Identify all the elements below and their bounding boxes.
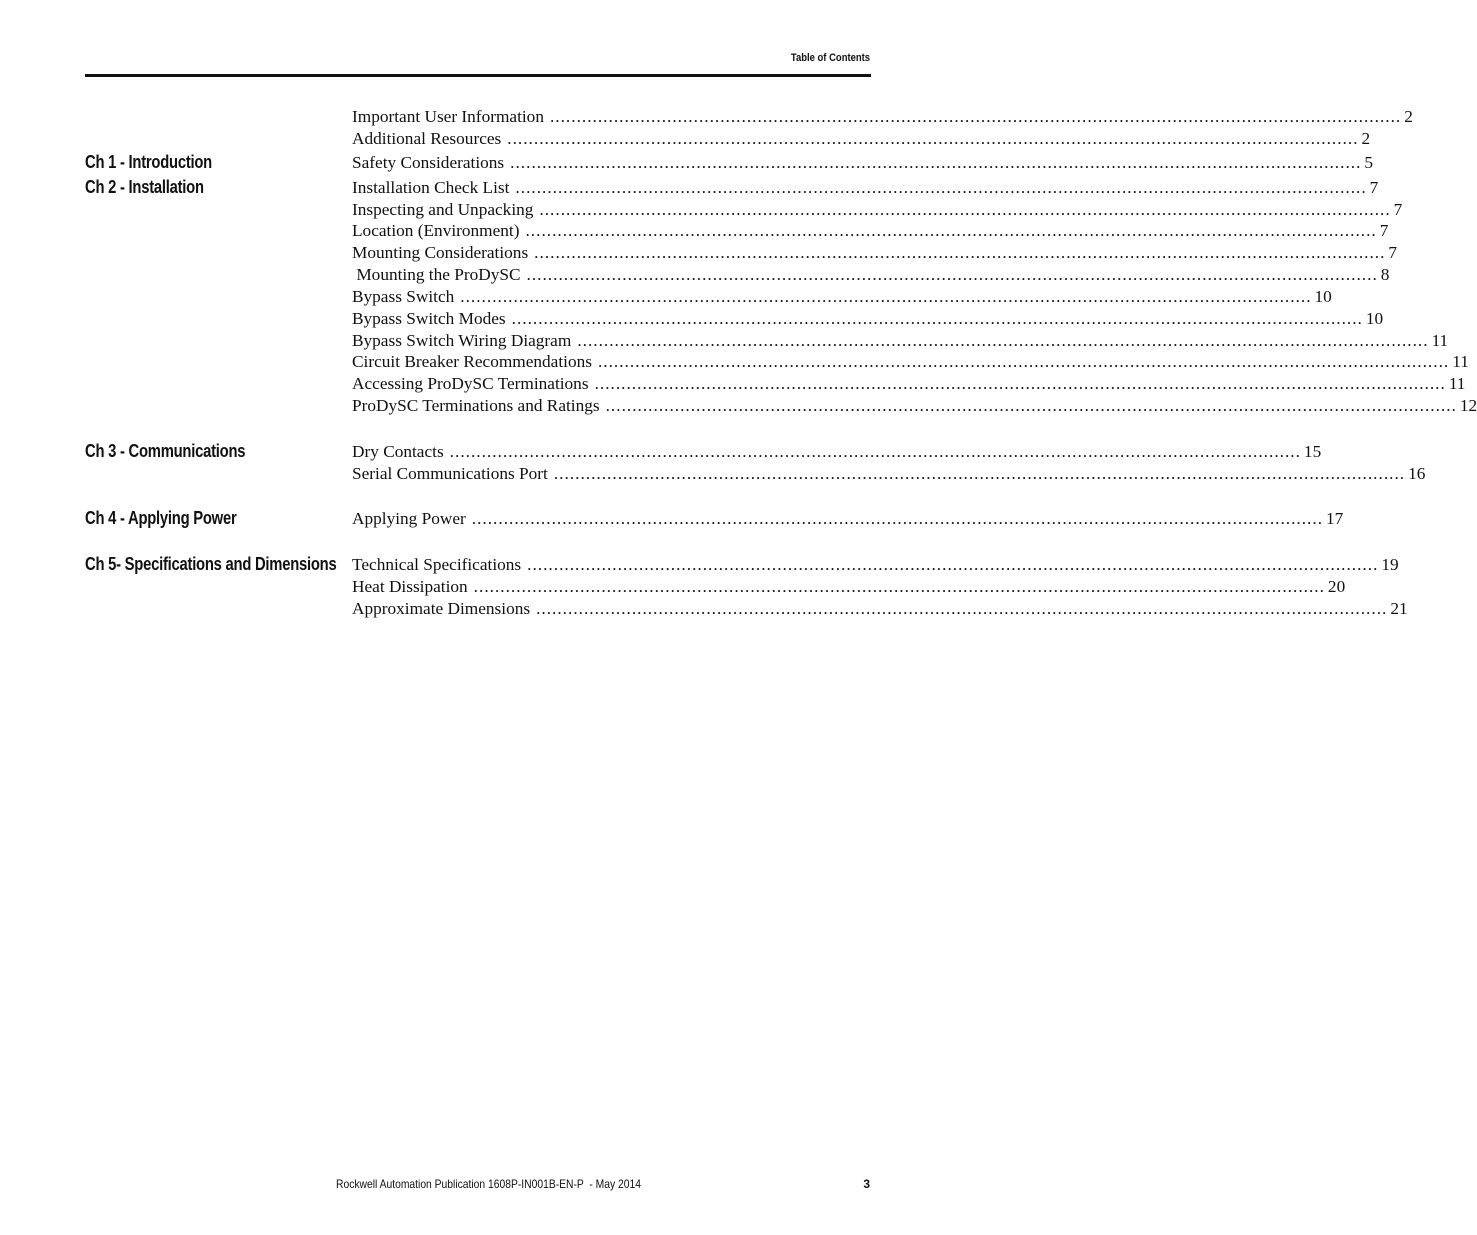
toc-entry-accessing-prodysc-terminations[interactable] (352, 374, 1466, 396)
toc-entry-page: 7 (1393, 200, 1403, 219)
footer-publication: Rockwell Automation Publication 1608P-IN001B-EN-P - May 2014 (336, 1177, 641, 1191)
toc-entry-title: Location (Environment) (352, 221, 520, 240)
chapter-heading-3[interactable]: Ch 3 - Communications (85, 440, 246, 461)
dot-leader: ................................................................................................................................................................ (605, 396, 1457, 415)
dot-leader: ................................................................................................................................................................ (534, 243, 1386, 262)
chapter-heading-1[interactable]: Ch 1 - Introduction (85, 151, 212, 172)
toc-entry-title: Bypass Switch Modes (352, 309, 506, 328)
dot-leader: ................................................................................................................................................................ (510, 153, 1362, 172)
toc-entry-installation-check-list[interactable] (352, 178, 1379, 200)
chapter-heading-5[interactable]: Ch 5- Specifications and Dimensions (85, 553, 337, 574)
dot-leader: ................................................................................................................................................................ (525, 221, 1377, 240)
dot-leader: ................................................................................................................................................................ (511, 309, 1363, 328)
toc-entry-mounting-the-prodysc[interactable] (352, 265, 1390, 287)
dot-leader: ................................................................................................................................................................ (527, 555, 1379, 574)
toc-entry-title: Safety Considerations (352, 153, 505, 172)
toc-entry-bypass-switch[interactable] (352, 287, 1332, 309)
dot-leader: ................................................................................................................................................................ (594, 374, 1446, 393)
toc-entry-page: 17 (1326, 509, 1344, 528)
dot-leader: ................................................................................................................................................................ (449, 442, 1301, 461)
toc-entry-page: 20 (1327, 577, 1346, 596)
toc-entry-title: Technical Specifications (352, 555, 522, 574)
toc-entry-page: 7 (1379, 221, 1389, 240)
toc-entry-page: 11 (1431, 331, 1449, 350)
toc-entry-heat-dissipation[interactable] (352, 577, 1346, 599)
toc-entry-title: Mounting Considerations (352, 243, 529, 262)
toc-entry-title: Serial Communications Port (352, 464, 548, 483)
toc-entry-bypass-switch-modes[interactable] (352, 309, 1384, 331)
dot-leader: ................................................................................................................................................................ (577, 331, 1429, 350)
toc-entry-title: Important User Information (352, 107, 544, 126)
dot-leader: ................................................................................................................................................................ (471, 509, 1324, 528)
toc-entry-page: 7 (1388, 243, 1398, 262)
toc-entry-page: 19 (1381, 555, 1399, 574)
toc-entry-bypass-switch-wiring-diagram[interactable] (352, 331, 1449, 353)
dot-leader: ................................................................................................................................................................ (539, 200, 1391, 219)
toc-entry-title: Accessing ProDySC Terminations (352, 374, 589, 393)
dot-leader: ................................................................................................................................................................ (460, 287, 1312, 306)
toc-entry-title: Heat Dissipation (352, 577, 468, 596)
toc-entry-safety-considerations[interactable] (352, 153, 1374, 175)
toc-entry-title: Approximate Dimensions (352, 599, 531, 618)
dot-leader: ................................................................................................................................................................ (526, 265, 1378, 284)
toc-entry-approximate-dimensions[interactable] (352, 599, 1408, 621)
toc-entry-title: Circuit Breaker Recommendations (352, 352, 592, 371)
toc-entry-page: 16 (1408, 464, 1426, 483)
footer-page-number: 3 (863, 1177, 870, 1191)
toc-entry-important-user-information[interactable] (352, 107, 1413, 129)
toc-entry-title: Bypass Switch Wiring Diagram (352, 331, 572, 350)
toc-entry-mounting-considerations[interactable] (352, 243, 1398, 265)
toc-entry-applying-power[interactable] (352, 509, 1344, 531)
toc-entry-additional-resources[interactable] (352, 129, 1371, 151)
toc-entry-page: 10 (1314, 287, 1332, 306)
toc-entry-title: Applying Power (352, 509, 466, 528)
toc-entry-page: 5 (1364, 153, 1374, 172)
toc-entry-page: 10 (1365, 309, 1384, 328)
toc-entry-title: Installation Check List (352, 178, 510, 197)
toc-entry-page: 12 (1459, 396, 1477, 415)
toc-entry-page: 21 (1390, 599, 1408, 618)
toc-entry-location-environment[interactable] (352, 221, 1389, 243)
toc-entry-serial-communications-port[interactable] (352, 464, 1426, 486)
toc-entry-page: 8 (1380, 265, 1390, 284)
toc-entry-title: Dry Contacts (352, 442, 444, 461)
chapter-heading-4[interactable]: Ch 4 - Applying Power (85, 507, 237, 528)
dot-leader: ................................................................................................................................................................ (515, 178, 1367, 197)
toc-entry-page: 2 (1361, 129, 1371, 148)
toc-entry-dry-contacts[interactable] (352, 442, 1322, 464)
chapter-heading-2[interactable]: Ch 2 - Installation (85, 176, 204, 197)
dot-leader: ................................................................................................................................................................ (473, 577, 1325, 596)
toc-entry-technical-specifications[interactable] (352, 555, 1399, 577)
toc-entry-prodysc-terminations-and-ratings[interactable] (352, 396, 1477, 418)
toc-entry-title: ProDySC Terminations and Ratings (352, 396, 600, 415)
header-rule (85, 74, 871, 77)
running-head-title: Table of Contents (790, 52, 870, 64)
toc-entry-circuit-breaker-recommendations[interactable] (352, 352, 1469, 374)
dot-leader: ................................................................................................................................................................ (553, 464, 1406, 483)
toc-entry-page: 7 (1369, 178, 1379, 197)
toc-entry-title: Mounting the ProDySC (352, 265, 521, 284)
toc-entry-title: Bypass Switch (352, 287, 455, 306)
toc-entry-title: Additional Resources (352, 129, 502, 148)
dot-leader: ................................................................................................................................................................ (536, 599, 1388, 618)
toc-entry-page: 11 (1448, 374, 1466, 393)
toc-entry-inspecting-and-unpacking[interactable] (352, 200, 1403, 222)
dot-leader: ................................................................................................................................................................ (507, 129, 1359, 148)
dot-leader: ................................................................................................................................................................ (549, 107, 1402, 126)
toc-entry-title: Inspecting and Unpacking (352, 200, 534, 219)
dot-leader: ................................................................................................................................................................ (597, 352, 1450, 371)
toc-entry-page: 2 (1404, 107, 1413, 126)
toc-entry-page: 11 (1452, 352, 1469, 371)
toc-entry-page: 15 (1303, 442, 1322, 461)
